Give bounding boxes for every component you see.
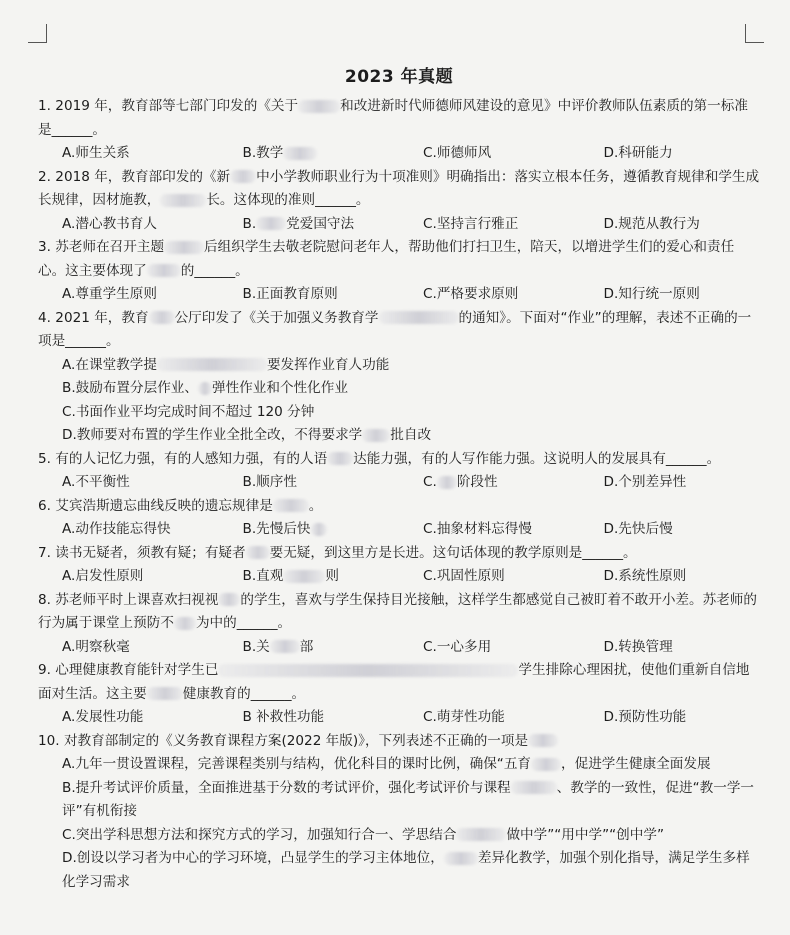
option-b: B.直观 则 xyxy=(242,568,339,584)
redacted-text xyxy=(256,217,286,230)
option-a: A.启发性原则 xyxy=(62,568,144,584)
question-stem: 7. 读书无疑者，须教有疑；有疑者 要无疑，到这里方是长进。这句话体现的教学原则是______。 xyxy=(38,544,637,561)
option-c: C. 阶段性 xyxy=(423,474,498,490)
option-a: A.明察秋毫 xyxy=(62,638,130,655)
option-d: D.教师要对布置的学生作业全批全改，不得要求学 批自改 xyxy=(62,427,432,443)
crop-mark-top-left xyxy=(28,24,47,43)
redacted-text xyxy=(528,734,558,747)
redacted-text xyxy=(456,828,506,841)
option-list xyxy=(38,142,760,166)
redacted-text xyxy=(246,546,270,559)
option-b: B 补救性功能 xyxy=(242,709,325,725)
option-d: D.知行统一原则 xyxy=(603,286,700,302)
redacted-text xyxy=(444,852,478,865)
option-a: A.在课堂教学提 要发挥作业育人功能 xyxy=(62,356,390,373)
option-c: C.突出学科思想方法和探究方式的学习，加强知行合一、学思结合 做中学”“用中学”“创中学” xyxy=(62,826,664,843)
option-c: C.抽象材料忘得慢 xyxy=(423,521,532,537)
option-d: D.系统性原则 xyxy=(603,568,687,584)
option-d: D.转换管理 xyxy=(603,638,673,655)
redacted-text xyxy=(164,241,204,254)
question-10 xyxy=(38,730,760,895)
redacted-text xyxy=(327,452,353,465)
option-d: D.创设以学习者为中心的学习环境，凸显学生的学习主体地位， 差异化教学，加强个别化指导，满足学生多样化学习需求 xyxy=(62,850,750,890)
redacted-text xyxy=(283,147,317,160)
redacted-text xyxy=(147,264,181,277)
option-a: A.不平衡性 xyxy=(62,474,130,490)
question-2 xyxy=(38,166,760,237)
option-d: D.科研能力 xyxy=(603,145,673,161)
option-b: B.提升考试评价质量，全面推进基于分数的考试评价，强化考试评价与课程 、教学的一致性，促进“教一学一评”有机衔接 xyxy=(62,779,755,819)
option-c: C.书面作业平均完成时间不超过 120 分钟 xyxy=(62,403,315,420)
question-stem: 6. 艾宾浩斯遗忘曲线反映的遗忘规律是 。 xyxy=(38,497,323,514)
redacted-text xyxy=(157,358,267,371)
redacted-text xyxy=(437,476,457,489)
page-title: 2023 年真题 xyxy=(344,67,454,87)
question-9 xyxy=(38,659,760,730)
option-list xyxy=(38,636,760,660)
question-stem: 2. 2018 年，教育部印发的《新 中小学教师职业行为十项准则》明确指出：落实立根本任务，遵循教育规律和学生成长规律，因材施教， 长。这体现的准则______。 xyxy=(38,168,760,208)
option-d: D.先快后慢 xyxy=(603,521,673,537)
option-list xyxy=(38,283,760,307)
question-4 xyxy=(38,307,760,448)
option-list xyxy=(38,518,760,542)
option-b: B. 党爱国守法 xyxy=(242,215,355,232)
option-a: A.动作技能忘得快 xyxy=(62,521,171,537)
question-3 xyxy=(38,236,760,307)
option-b: B.正面教育原则 xyxy=(242,286,338,302)
option-d: D.规范从教行为 xyxy=(603,215,700,232)
question-1 xyxy=(38,95,760,166)
option-a: A.尊重学生原则 xyxy=(62,286,157,302)
redacted-text xyxy=(230,170,256,183)
redacted-text xyxy=(379,311,459,324)
option-b: B.先慢后快 xyxy=(219,518,400,542)
redacted-text xyxy=(174,617,196,630)
option-a: A.发展性功能 xyxy=(62,709,144,725)
redacted-text xyxy=(511,781,557,794)
option-b: B.顺序性 xyxy=(242,474,297,490)
option-a: A.潜心教书育人 xyxy=(62,215,157,232)
redacted-text xyxy=(160,194,206,207)
option-list xyxy=(38,706,760,730)
option-c: C.严格要求原则 xyxy=(423,286,519,302)
option-b: B.关 部 xyxy=(242,638,314,655)
option-c: C.师德师风 xyxy=(423,145,492,161)
option-list xyxy=(38,565,760,589)
option-c: C.一心多用 xyxy=(423,638,492,655)
redacted-text xyxy=(283,570,325,583)
redacted-text xyxy=(198,382,212,395)
option-d: D.预防性功能 xyxy=(603,709,687,725)
redacted-text xyxy=(270,640,300,653)
question-stem: 9. 心理健康教育能针对学生已 学生排除心理困扰，使他们重新自信地面对生活。这主要 健康教育的______。 xyxy=(38,662,750,702)
option-a: A.师生关系 xyxy=(62,145,130,161)
redacted-text xyxy=(273,499,309,512)
option-list xyxy=(38,354,760,448)
question-7 xyxy=(38,542,760,589)
option-b: B.鼓励布置分层作业、 弹性作业和个性化作业 xyxy=(62,380,348,396)
redacted-text xyxy=(362,429,390,442)
redacted-text xyxy=(218,664,518,677)
question-6 xyxy=(38,495,760,542)
redacted-text xyxy=(298,100,340,113)
question-8 xyxy=(38,589,760,660)
redacted-text xyxy=(149,311,175,324)
question-stem: 8. 苏老师平时上课喜欢扫视视 的学生，喜欢与学生保持目光接触，这样学生都感觉自己被盯着不敢开小差。苏老师的行为属于课堂上预防不 为中的______。 xyxy=(38,591,757,631)
question-stem: 1. 2019 年，教育部等七部门印发的《关于 和改进新时代师德师风建设的意见》中评价教师队伍素质的第一标准是______。 xyxy=(38,98,748,138)
question-stem: 3. 苏老师在召开主题 后组织学生去敬老院慰问老年人，帮助他们打扫卫生，陪天，以增进学生们的爱心和责任心。这主要体现了 的______。 xyxy=(38,239,735,279)
question-stem: 10. 对教育部制定的《义务教育课程方案(2022 年版)》，下列表述不正确的一项是 xyxy=(38,730,760,754)
redacted-text xyxy=(147,687,183,700)
option-c: C.萌芽性功能 xyxy=(423,709,505,725)
crop-mark-top-right xyxy=(745,24,764,43)
option-c: C.巩固性原则 xyxy=(423,568,505,584)
option-d: D.个别差异性 xyxy=(603,474,687,490)
question-stem: 5. 有的人记忆力强，有的人感知力强，有的人语 达能力强，有的人写作能力强。这说明人的发展具有______。 xyxy=(38,450,721,467)
option-a: A.九年一贯设置课程，完善课程类别与结构，优化科目的课时比例，确保“五育 ，促进学生健康全面发展 xyxy=(62,756,711,772)
option-c: C.坚持言行雅正 xyxy=(423,215,519,232)
redacted-text xyxy=(218,593,240,606)
question-stem: 4. 2021 年，教育 公厅印发了《关于加强义务教育学 的通知》。下面对“作业”的理解，表述不正确的一项是______。 xyxy=(38,309,752,349)
option-b: B.教学 xyxy=(219,142,400,166)
option-list xyxy=(38,471,760,495)
exam-page xyxy=(38,62,760,894)
question-5 xyxy=(38,448,760,495)
redacted-text xyxy=(311,523,327,536)
option-list xyxy=(38,213,760,237)
option-list xyxy=(38,753,760,894)
redacted-text xyxy=(531,758,561,771)
